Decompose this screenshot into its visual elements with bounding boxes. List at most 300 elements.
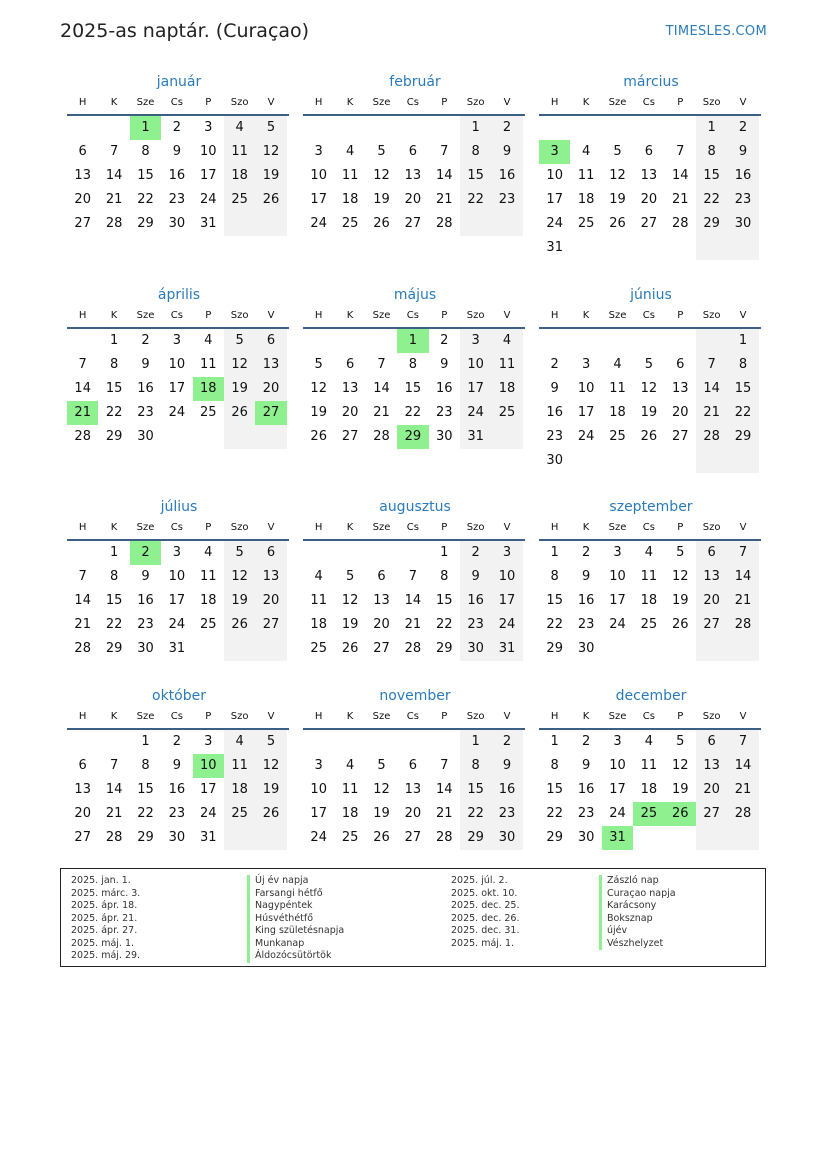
month-1 [69,72,289,236]
day-cell: 13 [696,754,727,778]
weekday-label: K [110,97,118,108]
day-cell: 15 [105,381,123,396]
day-cell: 4 [644,734,653,749]
day-cell: 23 [577,806,595,821]
day-cell: 19 [255,778,286,802]
day-cell: 3 [613,545,622,560]
weekday-label: H [314,711,323,722]
weekday-label: K [346,522,354,533]
legend-date: 2025. máj. 1. [451,937,515,949]
day-cell: 23 [137,617,154,632]
day-cell: 1 [109,545,119,560]
day-cell: 25 [341,216,359,231]
day-cell: 28 [671,216,689,231]
empty-cell [633,449,664,473]
weekday-header [539,519,761,541]
day-cell: 30 [168,216,186,231]
day-cell: 6 [78,758,87,773]
empty-cell [491,425,522,449]
day-cell: 29 [435,641,453,656]
day-cell: 11 [310,593,327,608]
day-grid [539,541,761,661]
day-cell: 3 [204,120,213,135]
empty-cell [696,236,727,260]
day-cell: 25 [199,405,217,420]
empty-cell [67,116,98,140]
day-cell: 11 [224,140,255,164]
day-cell: 17 [168,593,186,608]
day-cell: 31 [546,240,563,255]
day-cell: 17 [199,168,217,183]
weekday-label: P [205,97,212,108]
day-cell: 30 [491,826,522,850]
empty-cell [602,236,633,260]
day-cell: 10 [168,569,186,584]
day-cell: 17 [460,377,491,401]
legend-date: 2025. ápr. 18. [71,900,138,911]
day-cell: 19 [609,192,626,207]
day-cell: 13 [373,593,390,608]
empty-cell [570,329,601,353]
day-cell: 1 [141,734,150,749]
day-cell: 23 [168,806,186,821]
legend-holiday-name: újév [599,925,676,938]
day-cell: 4 [581,144,591,159]
day-cell: 30 [577,641,595,656]
day-grid [67,541,289,661]
day-cell: 5 [676,734,685,749]
day-cell: 7 [440,144,449,159]
day-cell: 27 [696,613,727,637]
day-cell: 23 [137,405,154,420]
day-cell: 24 [609,806,626,821]
day-cell: 28 [404,641,422,656]
day-cell: 16 [168,782,186,797]
day-cell: 28 [727,613,758,637]
day-cell: 17 [199,782,217,797]
month-11 [305,686,525,850]
day-cell: 11 [640,569,658,584]
day-grid [303,730,525,850]
legend-date: 2025. dec. 26. [451,912,520,924]
day-cell: 14 [105,782,123,797]
day-cell: 12 [224,353,255,377]
legend-dates-right [451,875,519,950]
day-cell: 25 [310,641,327,656]
day-cell: 3 [172,333,181,348]
day-cell: 12 [255,754,286,778]
day-cell: 27 [404,216,422,231]
day-cell: 4 [224,730,255,754]
empty-cell [255,826,286,850]
empty-cell [67,329,98,353]
empty-cell [727,637,758,661]
day-cell: 6 [255,329,286,353]
day-cell: 1 [109,333,119,348]
day-cell: 26 [255,802,286,826]
day-cell: 30 [435,429,453,444]
weekday-label: Cs [170,711,183,722]
day-cell: 5 [377,144,386,159]
day-cell: 12 [341,593,359,608]
day-cell: 13 [255,353,286,377]
weekday-label: Cs [642,711,655,722]
legend-names-right [599,875,676,950]
day-cell: 25 [491,401,522,425]
day-cell: 28 [727,802,758,826]
day-cell: 3 [172,545,181,560]
day-cell: 2 [491,730,522,754]
legend-date: 2025. dec. 25. [451,900,520,911]
day-cell: 8 [550,569,559,584]
day-cell: 18 [609,405,626,420]
day-cell: 19 [341,617,359,632]
day-cell: 1 [440,545,449,560]
empty-cell [727,236,758,260]
day-cell: 2 [460,541,491,565]
day-cell: 4 [613,357,622,372]
day-cell: 27 [341,429,359,444]
weekday-label: Szo [466,711,485,722]
month-name: augusztus [379,499,451,515]
day-cell: 2 [440,333,449,348]
day-cell: 27 [255,613,286,637]
day-cell: 15 [460,164,491,188]
empty-cell [633,329,664,353]
empty-cell [665,449,696,473]
day-cell: 18 [577,192,595,207]
empty-cell [303,730,334,754]
day-cell: 9 [491,140,522,164]
day-cell: 7 [78,357,87,372]
month-10 [69,686,289,850]
day-cell: 19 [310,405,327,420]
day-cell: 24 [310,830,327,845]
empty-cell [429,730,460,754]
day-cell: 14 [435,782,453,797]
day-cell: 13 [74,782,91,797]
day-cell: 16 [460,589,491,613]
empty-cell [602,329,633,353]
weekday-label: H [78,711,87,722]
day-cell: 7 [109,144,119,159]
holiday-day-cell: 2 [130,541,161,565]
day-cell: 17 [609,593,626,608]
weekday-label: V [267,522,275,533]
day-cell: 14 [105,168,123,183]
day-cell: 20 [671,405,689,420]
weekday-label: P [441,522,448,533]
day-cell: 22 [460,802,491,826]
day-cell: 15 [137,168,154,183]
legend-names-left [247,875,344,963]
day-cell: 14 [435,168,453,183]
empty-cell [633,236,664,260]
day-cell: 29 [105,429,123,444]
weekday-label: V [503,97,511,108]
legend-holiday-name: Nagypéntek [247,900,344,913]
day-cell: 27 [640,216,658,231]
day-cell: 6 [78,144,87,159]
day-cell: 27 [373,641,390,656]
weekday-label: Szo [702,522,721,533]
day-cell: 31 [168,641,186,656]
day-cell: 16 [137,381,154,396]
day-grid [303,541,525,661]
day-cell: 11 [199,569,217,584]
empty-cell [366,730,397,754]
day-cell: 11 [341,168,359,183]
weekday-label: V [503,310,511,321]
empty-cell [98,116,129,140]
day-cell: 11 [491,353,522,377]
weekday-label: Sze [372,310,391,321]
weekday-header [303,708,525,730]
weekday-label: Cs [406,310,419,321]
day-cell: 14 [74,593,91,608]
day-grid [303,329,525,449]
day-cell: 20 [74,806,91,821]
day-cell: 26 [671,617,689,632]
day-cell: 21 [373,405,390,420]
weekday-label: V [739,310,747,321]
day-cell: 1 [696,116,727,140]
weekday-label: V [267,97,275,108]
day-cell: 17 [168,381,186,396]
weekday-header [303,519,525,541]
weekday-label: P [441,310,448,321]
day-cell: 20 [696,589,727,613]
day-cell: 18 [310,617,327,632]
day-cell: 13 [341,381,359,396]
day-cell: 24 [168,405,186,420]
day-cell: 25 [609,429,626,444]
weekday-header [67,519,289,541]
day-cell: 25 [224,188,255,212]
weekday-label: H [550,522,559,533]
day-cell: 16 [577,782,595,797]
day-cell: 26 [224,613,255,637]
legend-date: 2025. ápr. 27. [71,925,138,936]
weekday-label: H [314,310,323,321]
day-cell: 14 [727,565,758,589]
day-cell: 18 [640,782,658,797]
day-cell: 10 [310,782,327,797]
day-cell: 17 [310,192,327,207]
weekday-label: Cs [170,310,183,321]
weekday-label: V [503,522,511,533]
legend-date: 2025. okt. 10. [451,887,518,899]
day-cell: 8 [460,140,491,164]
month-name: április [157,287,201,303]
day-cell: 28 [105,216,123,231]
empty-cell [539,329,570,353]
day-cell: 10 [491,565,522,589]
day-cell: 29 [546,830,563,845]
day-grid [539,329,761,473]
weekday-label: V [739,711,747,722]
weekday-label: V [739,522,747,533]
day-cell: 22 [404,405,422,420]
day-cell: 14 [373,381,390,396]
empty-cell [633,116,664,140]
weekday-label: H [550,711,559,722]
day-cell: 6 [644,144,653,159]
legend-holiday-name: Karácsony [599,900,676,913]
weekday-label: K [346,97,354,108]
weekday-label: Cs [170,522,183,533]
weekday-label: Sze [136,97,155,108]
weekday-label: Sze [372,522,391,533]
weekday-label: K [110,310,118,321]
weekday-label: V [503,711,511,722]
day-cell: 12 [671,569,689,584]
month-6 [541,285,761,473]
day-cell: 11 [609,381,626,396]
weekday-label: K [582,522,590,533]
holiday-legend [60,868,766,967]
month-9 [541,497,761,661]
day-cell: 5 [377,758,386,773]
weekday-label: H [314,522,323,533]
day-cell: 8 [550,758,559,773]
weekday-label: Szo [702,711,721,722]
day-cell: 24 [491,613,522,637]
weekday-label: K [346,711,354,722]
empty-cell [255,637,286,661]
weekday-label: Sze [608,522,627,533]
day-cell: 21 [435,806,453,821]
month-name: június [630,287,672,303]
day-cell: 11 [341,782,359,797]
day-cell: 20 [74,192,91,207]
day-cell: 6 [345,357,355,372]
day-cell: 6 [408,144,417,159]
day-cell: 9 [172,758,181,773]
day-cell: 21 [727,589,758,613]
day-cell: 21 [105,806,123,821]
weekday-label: P [677,522,684,533]
day-cell: 27 [671,429,689,444]
legend-holiday-name: Új év napja [247,875,344,888]
day-cell: 23 [546,429,563,444]
day-cell: 9 [581,569,591,584]
day-cell: 5 [613,144,622,159]
weekday-label: P [441,97,448,108]
day-cell: 19 [373,806,390,821]
day-cell: 20 [404,806,422,821]
day-cell: 19 [640,405,658,420]
empty-cell [696,826,727,850]
day-cell: 6 [696,541,727,565]
empty-cell [366,116,397,140]
day-cell: 28 [373,429,390,444]
day-cell: 4 [491,329,522,353]
day-cell: 7 [727,541,758,565]
day-cell: 22 [105,405,123,420]
day-cell: 14 [696,377,727,401]
day-cell: 24 [546,216,563,231]
day-cell: 7 [676,144,685,159]
empty-cell [665,116,696,140]
weekday-label: Sze [372,97,391,108]
empty-cell [334,730,365,754]
day-cell: 8 [696,140,727,164]
day-cell: 12 [224,565,255,589]
weekday-header [67,708,289,730]
empty-cell [665,826,696,850]
empty-cell [602,637,633,661]
weekday-label: P [677,97,684,108]
weekday-label: Sze [608,310,627,321]
empty-cell [665,637,696,661]
day-cell: 9 [581,758,591,773]
month-name: január [156,74,202,90]
day-cell: 4 [644,545,653,560]
day-cell: 2 [172,734,181,749]
day-cell: 13 [255,565,286,589]
month-name: március [623,74,679,90]
weekday-label: Sze [136,522,155,533]
weekday-label: K [346,310,354,321]
weekday-label: V [267,711,275,722]
weekday-label: H [78,97,87,108]
month-name: május [393,287,437,303]
empty-cell [255,212,286,236]
day-cell: 18 [341,806,359,821]
day-cell: 22 [546,806,563,821]
day-cell: 9 [550,381,559,396]
day-cell: 7 [408,569,417,584]
day-cell: 25 [199,617,217,632]
weekday-header [67,307,289,329]
day-cell: 18 [491,377,522,401]
day-cell: 5 [255,116,286,140]
day-cell: 4 [345,144,355,159]
empty-cell [570,449,601,473]
month-5 [305,285,525,449]
empty-cell [224,212,255,236]
day-cell: 17 [491,589,522,613]
weekday-label: Szo [230,310,249,321]
day-cell: 3 [460,329,491,353]
day-cell: 11 [224,754,255,778]
day-cell: 10 [168,357,186,372]
day-cell: 20 [255,589,286,613]
day-cell: 6 [377,569,386,584]
day-cell: 2 [172,120,181,135]
month-7 [69,497,289,661]
legend-holiday-name: Boksznap [599,913,676,926]
month-name: július [160,499,198,515]
day-cell: 10 [460,353,491,377]
brand-logo[interactable]: TIMESLES.COM [665,24,767,39]
empty-cell [67,541,98,565]
day-cell: 1 [460,116,491,140]
empty-cell [665,236,696,260]
weekday-header [539,708,761,730]
day-cell: 17 [310,806,327,821]
empty-cell [366,541,397,565]
day-cell: 22 [105,617,123,632]
day-cell: 31 [491,637,522,661]
day-cell: 2 [550,357,559,372]
day-cell: 7 [377,357,386,372]
day-cell: 30 [460,637,491,661]
day-cell: 21 [727,778,758,802]
empty-cell [334,541,365,565]
day-cell: 9 [727,140,758,164]
